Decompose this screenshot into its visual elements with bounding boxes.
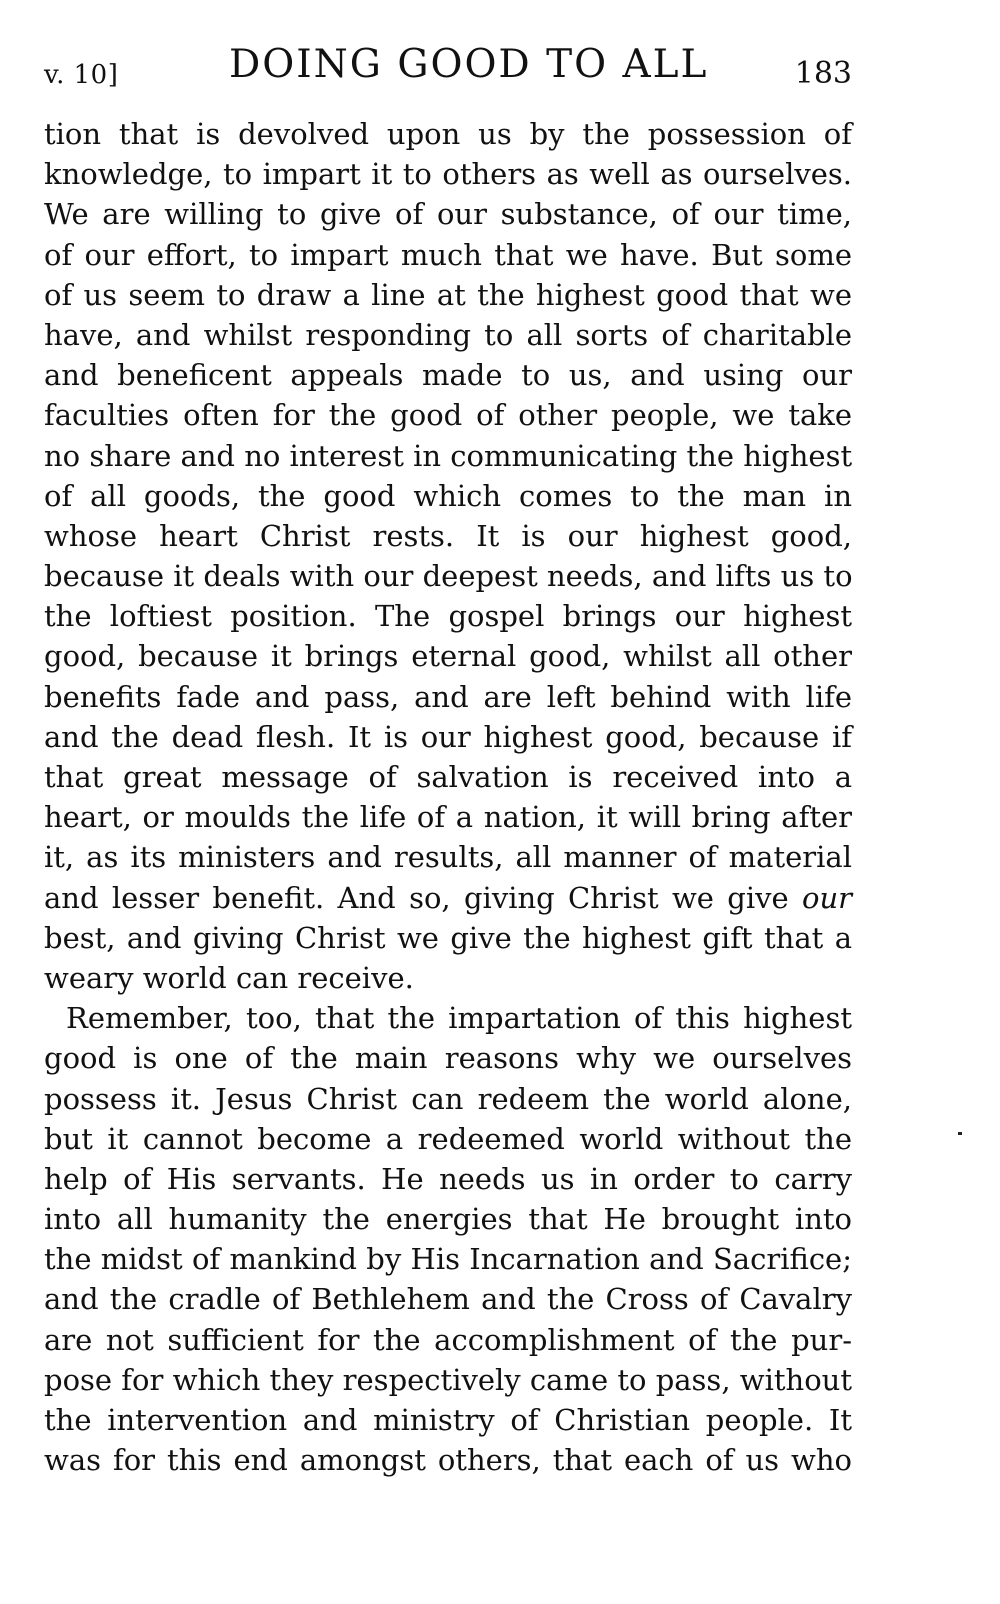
text-line: benefits fade and pass, and are left behind with life [44, 679, 852, 714]
text-line: help of His servants. He needs us in order to carry [44, 1161, 852, 1196]
text-line: possess it. Jesus Christ can redeem the world alone, [44, 1081, 852, 1116]
text-line: it, as its ministers and results, all manner of material [44, 840, 852, 875]
text-line: of our effort, to impart much that we have. But some [44, 237, 852, 272]
text-line: because it deals with our deepest needs, and lifts us to [44, 559, 853, 594]
text-line: and beneficent appeals made to us, and using our [44, 358, 852, 393]
text-line: and the dead flesh. It is our highest good, because if [44, 719, 852, 754]
chapter-verse-ref: v. 10] [44, 60, 119, 90]
text-line: faculties often for the good of other people, we take [44, 398, 852, 433]
text-line: into all humanity the energies that He brought into [44, 1202, 852, 1237]
text-line: that great message of salvation is received into a [44, 760, 852, 794]
text-line-with-emphasis [44, 878, 852, 918]
text-line: whose heart Christ rests. It is our highest good, [44, 518, 852, 553]
text-line: but it cannot become a redeemed world without the [44, 1121, 852, 1156]
text-line: the intervention and ministry of Christian people. It [44, 1403, 852, 1437]
text-line: weary world can receive. [44, 960, 414, 995]
body-text [44, 114, 852, 1480]
emphasis-word: our [802, 880, 852, 915]
text-line: of all goods, the good which comes to the man in [44, 478, 852, 513]
text-line: heart, or moulds the life of a nation, it will bring after [44, 800, 852, 835]
running-title: DOING GOOD TO ALL [229, 42, 709, 87]
text-line: are not sufficient for the accomplishment of the pur- [44, 1322, 852, 1357]
page-number: 183 [794, 56, 852, 91]
text-line: We are willing to give of our substance, of our time, [44, 197, 852, 232]
text-line: was for this end amongst others, that each of us who [44, 1443, 852, 1478]
print-speck [958, 1132, 962, 1135]
text-line: the midst of mankind by His Incarnation and Sacrifice; [44, 1242, 852, 1277]
text-line: knowledge, to impart it to others as well as ourselves. [44, 157, 852, 192]
text-line: good is one of the main reasons why we ourselves [44, 1041, 852, 1076]
text-line: tion that is devolved upon us by the possession of [44, 117, 852, 151]
text-line: no share and no interest in communicating the highest [44, 438, 853, 473]
text-line: good, because it brings eternal good, whilst all other [44, 639, 852, 674]
text-line: of us seem to draw a line at the highest good that we [44, 277, 852, 312]
text-line: pose for which they respectively came to pass, without [44, 1362, 852, 1397]
text-line: best, and giving Christ we give the highest gift that a [44, 920, 852, 955]
text-fragment: and lesser benefit. And so, giving Christ we give [44, 880, 789, 915]
text-line: Remember, too, that the impartation of this highest [66, 1001, 852, 1036]
paragraph-1 [44, 114, 852, 998]
text-line: have, and whilst responding to all sorts of charitable [44, 317, 852, 352]
text-line: and the cradle of Bethlehem and the Cross of Cavalry [44, 1282, 852, 1317]
text-line: the loftiest position. The gospel brings our highest [44, 599, 852, 634]
running-head [44, 42, 852, 94]
paragraph-2 [44, 998, 852, 1480]
